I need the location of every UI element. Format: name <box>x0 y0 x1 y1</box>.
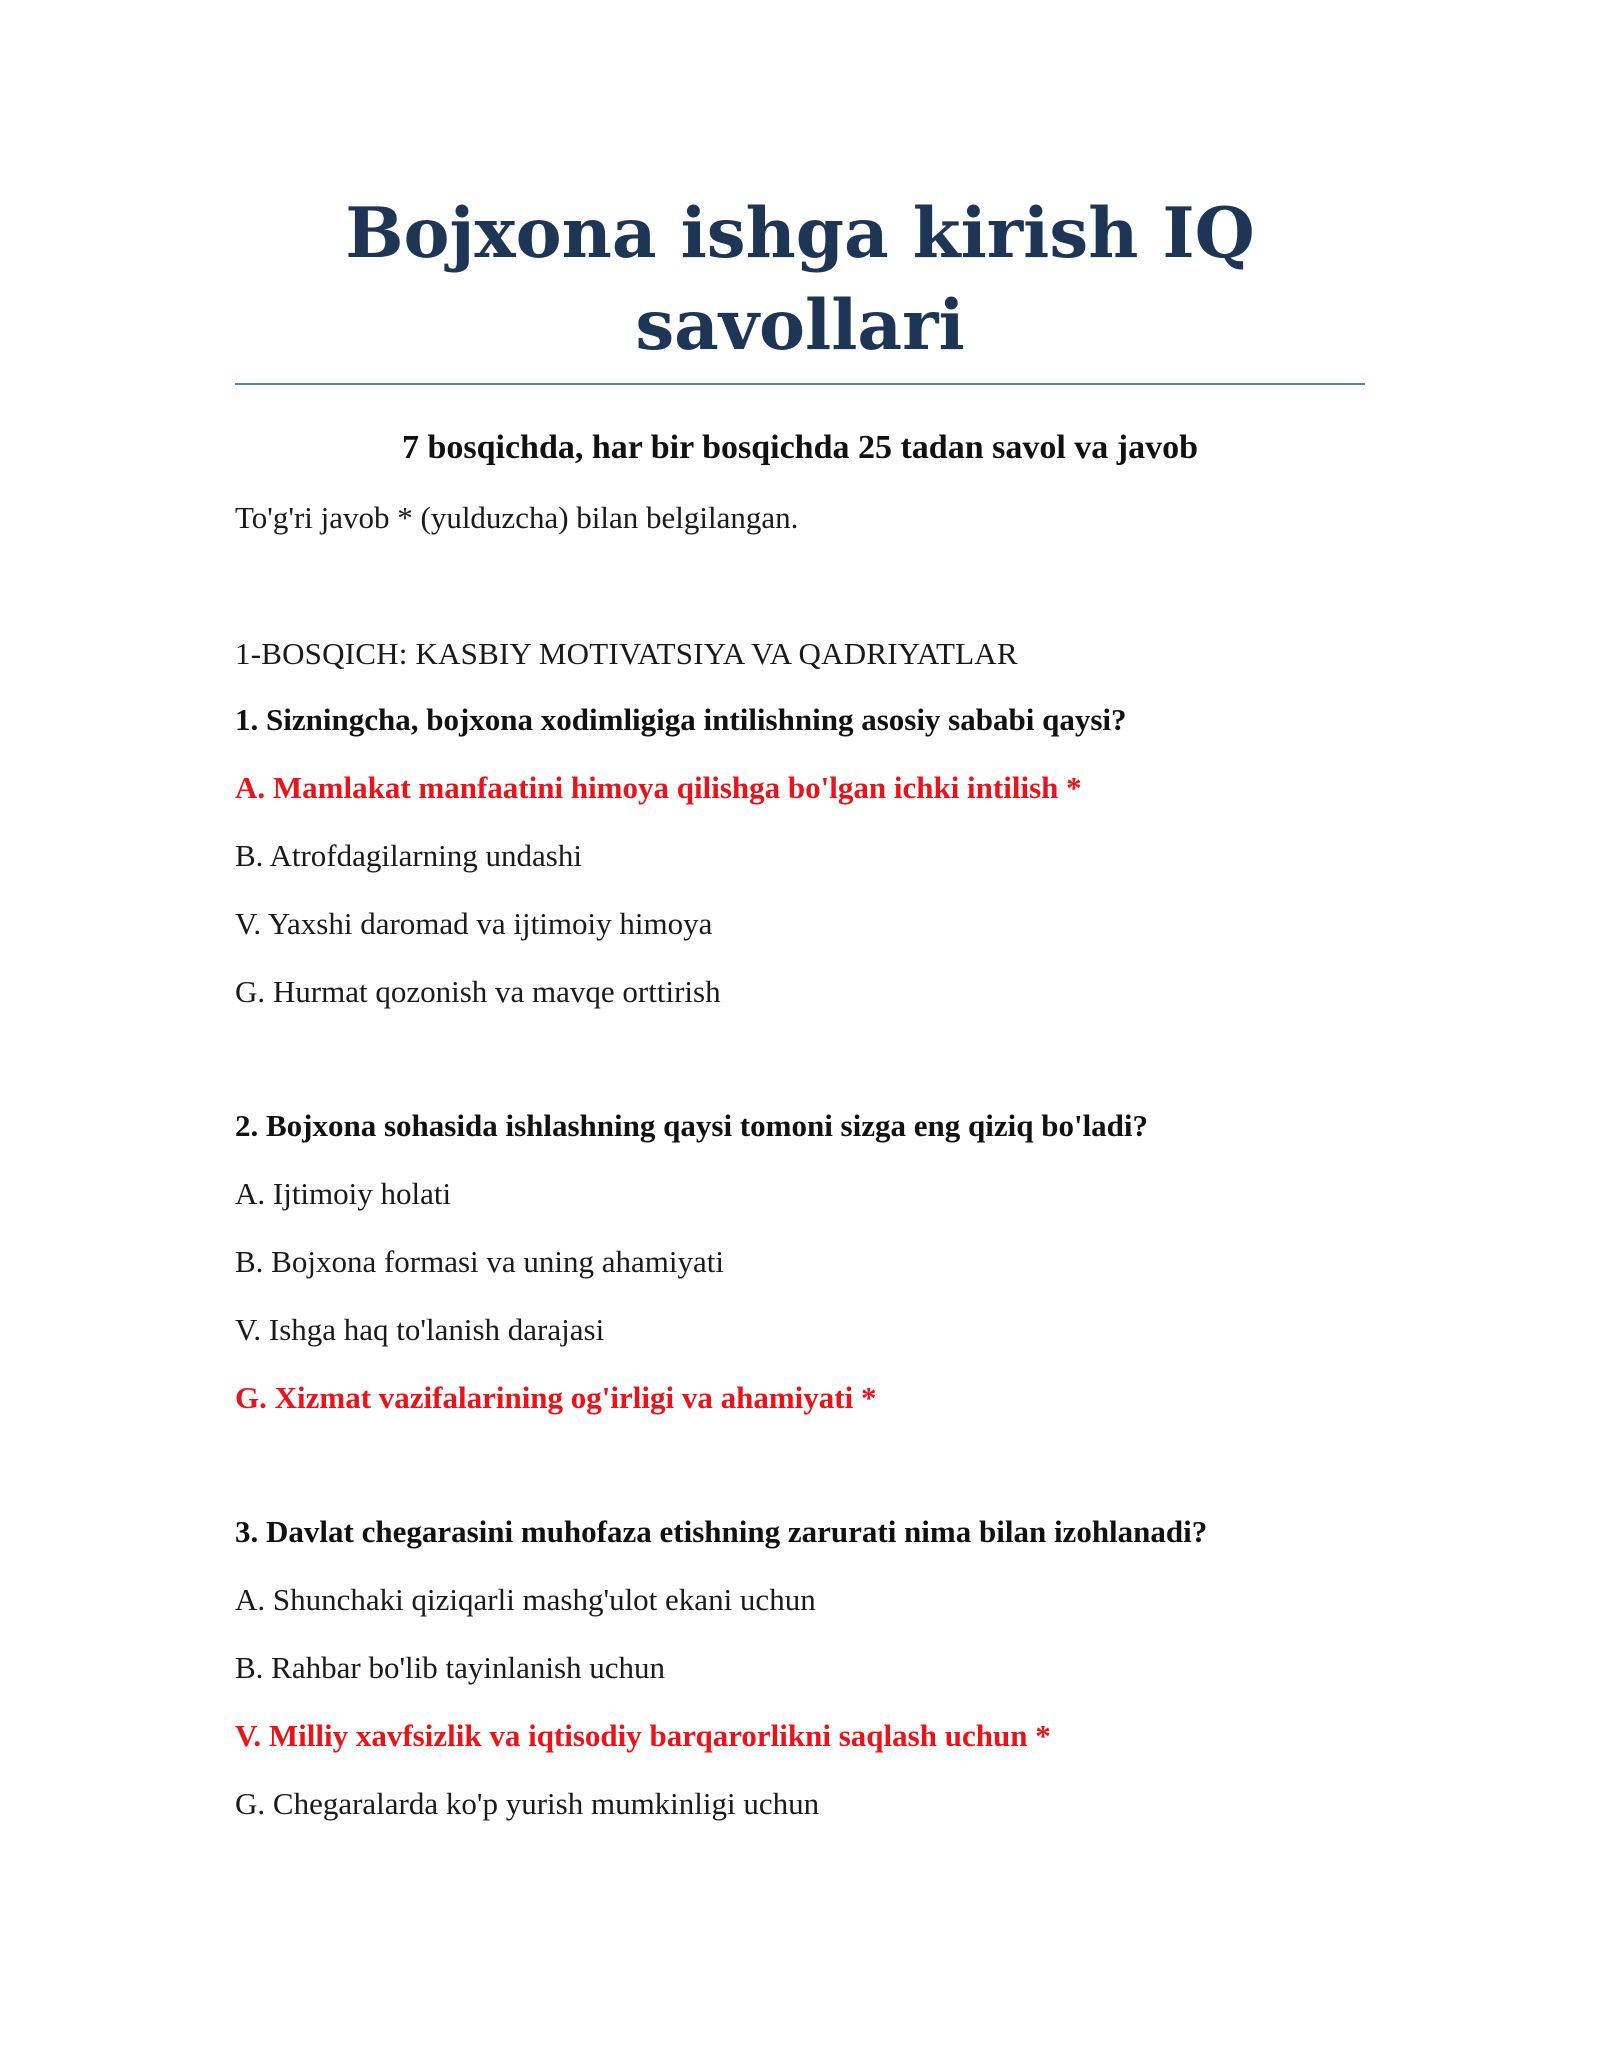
document-page <box>235 0 1365 2070</box>
question-text: 2. Bojxona sohasida ishlashning qaysi tomoni sizga eng qiziq bo'ladi? <box>235 1108 1149 1143</box>
answer-option: B. Bojxona formasi va uning ahamiyati <box>235 1244 725 1279</box>
document-subtitle: 7 bosqichda, har bir bosqichda 25 tadan savol va javob <box>401 429 1199 466</box>
answer-option: A. Shunchaki qiziqarli mashg'ulot ekani uchun <box>235 1582 816 1617</box>
answer-option-correct: A. Mamlakat manfaatini himoya qilishga bo'lgan ichki intilish * <box>235 770 1082 805</box>
question-text: 3. Davlat chegarasini muhofaza etishning zarurati nima bilan izohlanadi? <box>235 1514 1208 1549</box>
section-heading: 1-BOSQICH: KASBIY MOTIVATSIYA VA QADRIYATLAR <box>235 636 1018 671</box>
title-divider <box>235 383 1365 385</box>
answer-option: V. Ishga haq to'lanish darajasi <box>235 1312 605 1347</box>
answer-option: B. Rahbar bo'lib tayinlanish uchun <box>235 1650 666 1685</box>
answer-option-correct: G. Xizmat vazifalarining og'irligi va ahamiyati * <box>235 1380 877 1415</box>
answer-option: G. Hurmat qozonish va mavqe orttirish <box>235 974 721 1009</box>
document-title: Bojxona ishga kirish IQ savollari <box>345 193 1255 366</box>
question-2 <box>235 1104 1365 1444</box>
answer-option-correct: V. Milliy xavfsizlik va iqtisodiy barqarorlikni saqlash uchun * <box>235 1718 1051 1753</box>
answer-option: G. Chegaralarda ko'p yurish mumkinligi uchun <box>235 1786 820 1821</box>
question-text: 1. Sizningcha, bojxona xodimligiga intilishning asosiy sababi qaysi? <box>235 702 1127 737</box>
answer-option: B. Atrofdagilarning undashi <box>235 838 582 873</box>
question-3 <box>235 1510 1365 1850</box>
answer-key-note: To'g'ri javob * (yulduzcha) bilan belgilangan. <box>235 500 799 535</box>
question-1 <box>235 698 1365 1038</box>
answer-option: V. Yaxshi daromad va ijtimoiy himoya <box>235 906 713 941</box>
answer-option: A. Ijtimoiy holati <box>235 1176 452 1211</box>
